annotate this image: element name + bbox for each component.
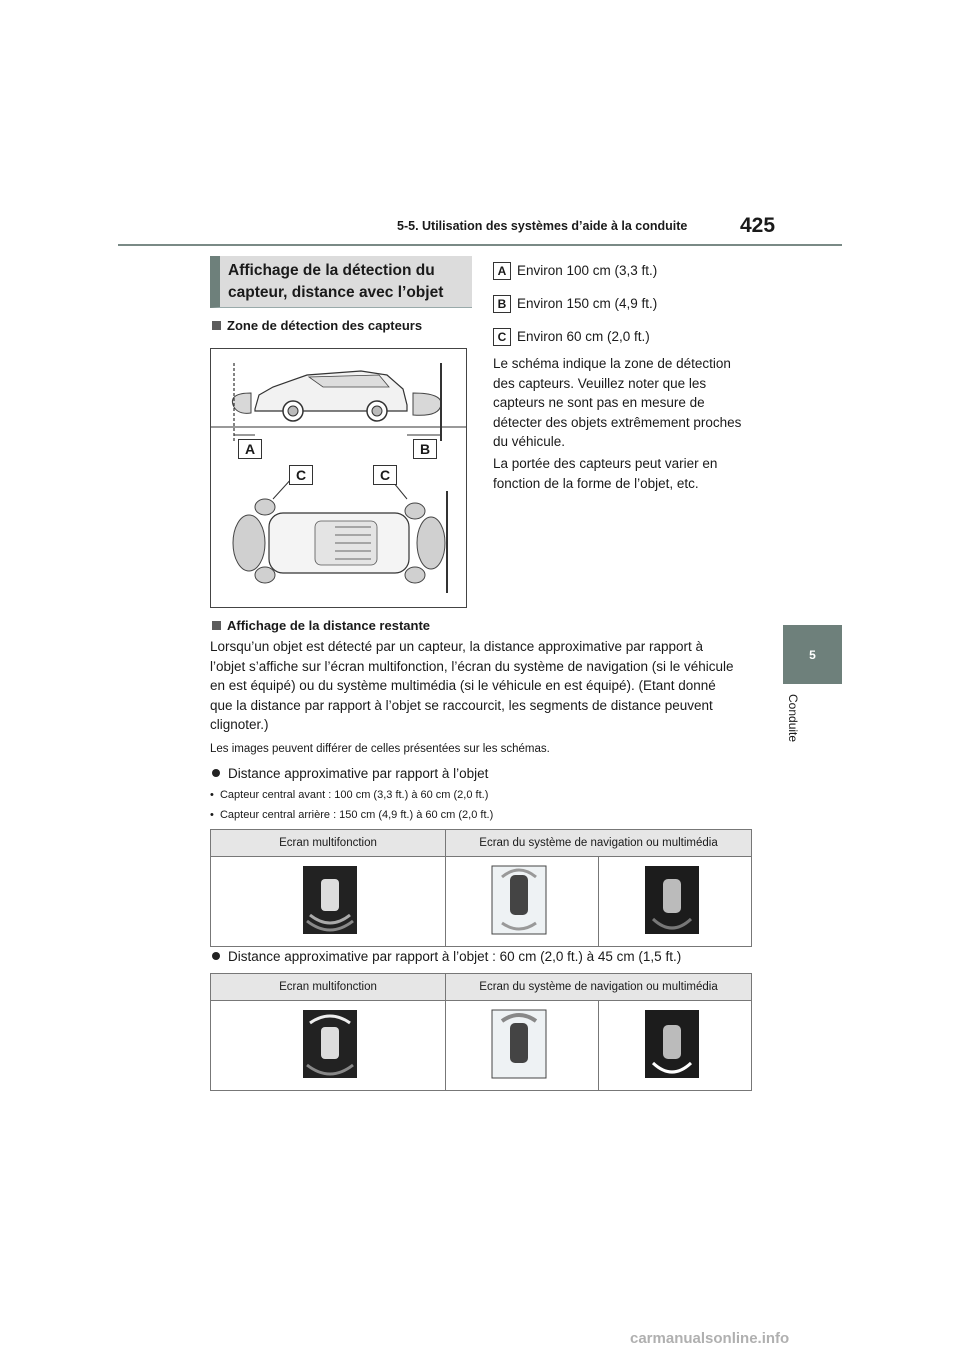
- nav-display-cell-1: [446, 857, 599, 947]
- diagram-label-c-left: C: [289, 465, 313, 485]
- sub-bullet-rear: • Capteur central arrière : 150 cm (4,9 ft.) à 60 cm (2,0 ft.): [210, 809, 494, 821]
- table-header-multi: Ecran multifonction: [211, 830, 446, 857]
- nav-display-cell-2: [599, 1001, 752, 1091]
- bullet-dot-icon: [212, 952, 220, 960]
- diagram-label-b: B: [413, 439, 437, 459]
- table-header-nav: Ecran du système de navigation ou multimédia: [446, 830, 752, 857]
- sensor-zone-diagram: [210, 348, 467, 608]
- multi-display-image: [211, 1001, 445, 1085]
- table-header-nav: Ecran du système de navigation ou multimédia: [446, 974, 752, 1001]
- square-bullet-icon: [212, 621, 221, 630]
- bullet-dot-icon: [212, 769, 220, 777]
- images-note: Les images peuvent différer de celles présentées sur les schémas.: [210, 743, 550, 755]
- square-bullet-icon: [212, 321, 221, 330]
- bullet-distance-2: Distance approximative par rapport à l’objet : 60 cm (2,0 ft.) à 45 cm (1,5 ft.): [210, 949, 681, 964]
- chapter-tab: [783, 625, 842, 684]
- nav-display-image-1: [446, 1001, 598, 1085]
- diagram-label-a: A: [238, 439, 262, 459]
- chapter-number: 5: [809, 647, 816, 662]
- nav-display-cell-1: [446, 1001, 599, 1091]
- legend-item-c: C Environ 60 cm (2,0 ft.): [493, 328, 650, 346]
- section-title: 5-5. Utilisation des systèmes d’aide à la conduite: [397, 219, 688, 233]
- legend-item-a: A Environ 100 cm (3,3 ft.): [493, 262, 657, 280]
- zone-description: Le schéma indique la zone de détection des capteurs. Veuillez noter que les capteurs ne sont pas en mesure de détecter des objets extrêmement proches du véhicule.: [493, 356, 742, 449]
- table-header-multi: Ecran multifonction: [211, 974, 446, 1001]
- nav-display-image-1: [446, 857, 598, 941]
- multi-display-cell: [211, 857, 446, 947]
- sub-bullet-front: • Capteur central avant : 100 cm (3,3 ft.) à 60 cm (2,0 ft.): [210, 789, 489, 801]
- bullet-distance-1: Distance approximative par rapport à l’objet: [210, 766, 488, 781]
- distance-paragraph: Lorsqu’un objet est détecté par un capteur, la distance approximative par rapport à l’objet s’affiche sur l’écran multifonction, l’écran du système de navigation (si le véhicule en est équipé) ou du système multimédia (si le véhicule en est équipé). (Etant donné que la distance par rapport à l’objet se raccourcit, les segments de distance peuvent clignoter.): [210, 639, 734, 732]
- legend-item-b: B Environ 150 cm (4,9 ft.): [493, 295, 657, 313]
- subheading-zone: Zone de détection des capteurs: [212, 318, 422, 333]
- multi-display-cell: [211, 1001, 446, 1091]
- zone-range-note: La portée des capteurs peut varier en fonction de la forme de l’objet, etc.: [493, 456, 718, 491]
- nav-display-cell-2: [599, 857, 752, 947]
- multi-display-image: [211, 857, 445, 941]
- chapter-label: Conduite: [786, 694, 800, 743]
- watermark: carmanualsonline.info: [630, 1330, 790, 1347]
- header-rule: [118, 244, 842, 246]
- display-table-2: [210, 973, 752, 1091]
- nav-display-image-2: [599, 857, 751, 941]
- diagram-label-c-right: C: [373, 465, 397, 485]
- subheading-distance: Affichage de la distance restante: [212, 618, 430, 633]
- section-heading: Affichage de la détection du capteur, distance avec l’objet: [210, 256, 472, 308]
- display-table-1: [210, 829, 752, 947]
- page-number: 425: [740, 214, 776, 237]
- nav-display-image-2: [599, 1001, 751, 1085]
- sensor-diagram-svg: [211, 349, 466, 607]
